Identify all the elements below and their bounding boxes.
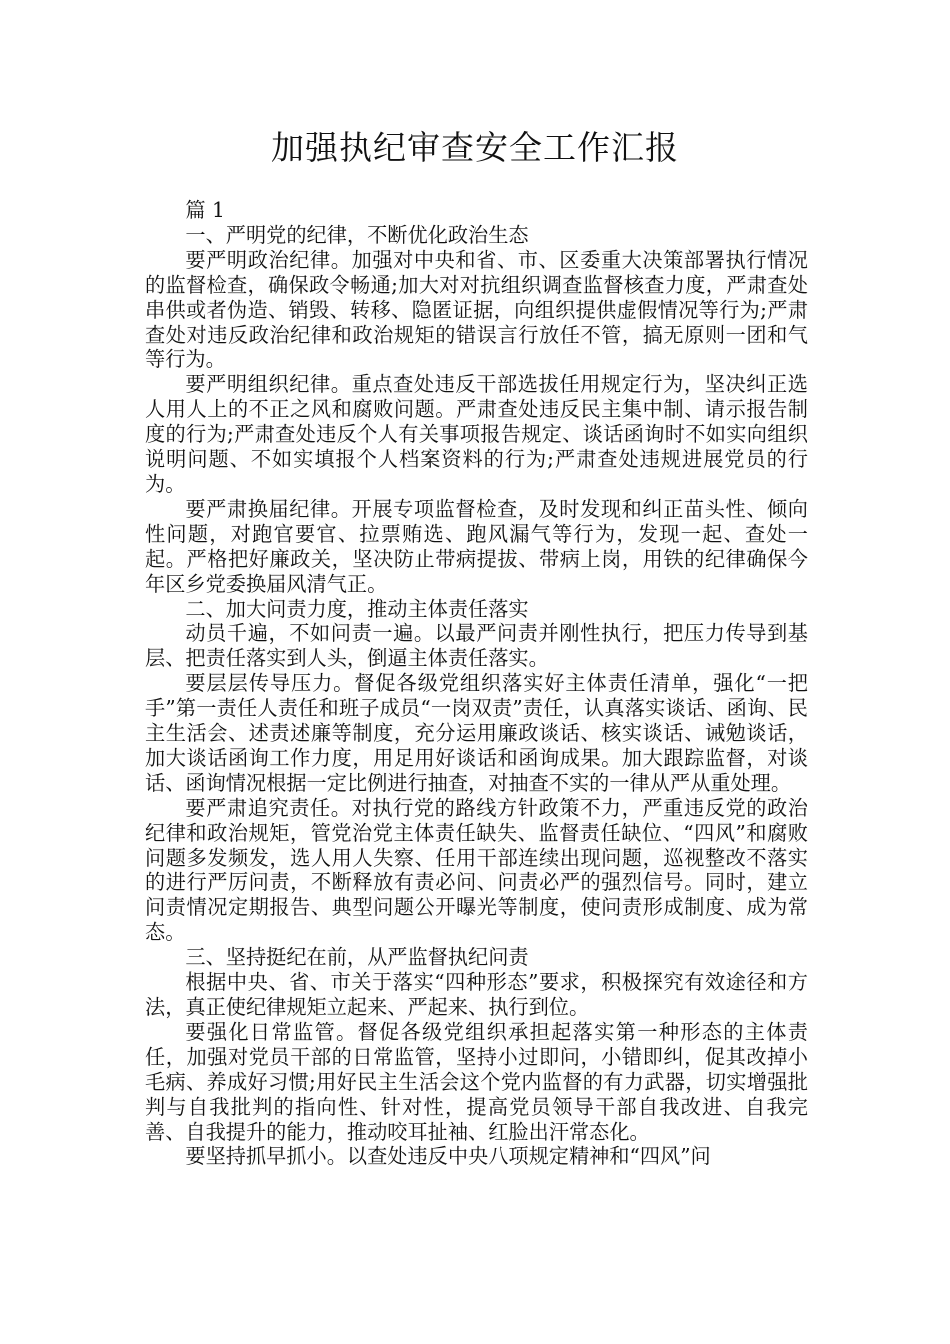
paragraph: 动员千遍，不如问责一遍。以最严问责并刚性执行，把压力传导到基层、把责任落实到人头，倒逼主体责任落实。	[145, 621, 808, 671]
section-heading-2: 二、加大问责力度，推动主体责任落实	[185, 596, 529, 621]
section-heading-3: 三、坚持挺纪在前，从严监督执纪问责	[185, 945, 529, 970]
paragraph: 要层层传导压力。督促各级党组织落实好主体责任清单，强化“一把手”第一责任人责任和班子成员“一岗双责”责任，认真落实谈话、函询、民主生活会、述责述廉等制度，充分运用廉政谈话、核实谈话、诫勉谈话，加大谈话函询工作力度，用足用好谈话和函询成果。加大跟踪监督，对谈话、函询情况根据一定比例进行抽查，对抽查不实的一律从严从重处理。	[145, 671, 808, 795]
paragraph: 要严明组织纪律。重点查处违反干部选拔任用规定行为，坚决纠正选人用人上的不正之风和腐败问题。严肃查处违反民主集中制、请示报告制度的行为;严肃查处违反个人有关事项报告规定、谈话函询时不如实向组织说明问题、不如实填报个人档案资料的行为;严肃查处违规进展党员的行为。	[145, 372, 808, 496]
paragraph: 要强化日常监管。督促各级党组织承担起落实第一种形态的主体责任，加强对党员干部的日常监管，坚持小过即问，小错即纠，促其改掉小毛病、养成好习惯;用好民主生活会这个党内监督的有力武器，切实增强批判与自我批判的指向性、针对性，提高党员领导干部自我改进、自我完善、自我提升的能力，推动咬耳扯袖、红脸出汗常态化。	[145, 1019, 808, 1144]
paragraph: 要严明政治纪律。加强对中央和省、市、区委重大决策部署执行情况的监督检查，确保政令畅通;加大对对抗组织调查监督核查力度，严肃查处串供或者伪造、销毁、转移、隐匿证据，向组织提供虚假情况等行为;严肃查处对违反政治纪律和政治规矩的错误言行放任不管，搞无原则一团和气等行为。	[145, 247, 808, 372]
paragraph: 要严肃追究责任。对执行党的路线方针政策不力，严重违反党的政治纪律和政治规矩，管党治党主体责任缺失、监督责任缺位、“四风”和腐败问题多发频发，选人用人失察、任用干部连续出现问题，巡视整改不落实的进行严厉问责，不断释放有责必问、问责必严的强烈信号。同时，建立问责情况定期报告、典型问题公开曝光等制度，使问责形成制度、成为常态。	[145, 795, 808, 945]
paragraph: 根据中央、省、市关于落实“四种形态”要求，积极探究有效途径和方法，真正使纪律规矩立起来、严起来、执行到位。	[145, 970, 808, 1019]
document-body	[145, 198, 808, 1169]
section-heading-1: 一、严明党的纪律，不断优化政治生态	[185, 222, 529, 247]
paragraph: 要坚持抓早抓小。以查处违反中央八项规定精神和“四风”问	[185, 1144, 711, 1169]
document-title: 加强执纪审查安全工作汇报	[271, 128, 679, 167]
paragraph: 要严肃换届纪律。开展专项监督检查，及时发现和纠正苗头性、倾向性问题，对跑官要官、拉票贿选、跑风漏气等行为，发现一起、查处一起。严格把好廉政关，坚决防止带病提拔、带病上岗，用铁的纪律确保今年区乡党委换届风清气正。	[145, 496, 808, 596]
section-label: 篇 1	[185, 198, 225, 222]
